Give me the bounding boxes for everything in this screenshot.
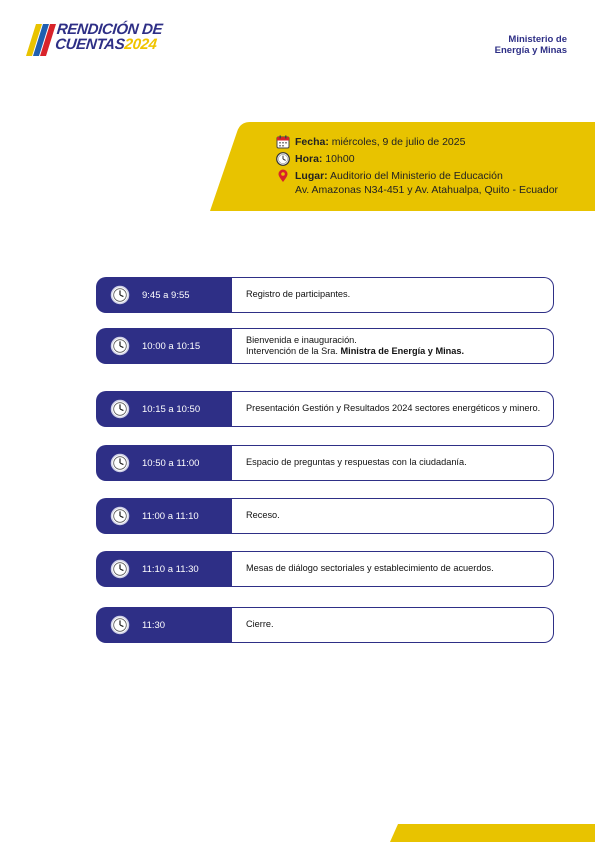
clock-icon [276,152,290,166]
clock-icon [110,336,130,356]
agenda-line1: Cierre. [246,619,274,630]
logo-line2: CUENTAS [54,36,126,53]
agenda-time: 11:00 a 11:10 [142,510,199,522]
logo-year: 2024 [123,36,158,53]
agenda-row [96,445,554,481]
agenda-line2-prefix: Intervención de la Sra. [246,346,341,356]
agenda-description [232,498,554,534]
agenda-time-block [96,607,232,643]
date-label: Fecha: [295,136,329,148]
agenda-description [232,277,554,313]
clock-icon [110,506,130,526]
agenda-time: 10:50 a 11:00 [142,457,200,469]
agenda-time-block [96,551,232,587]
agenda-line1: Bienvenida e inauguración. [246,334,357,345]
agenda-time-block [96,391,232,427]
clock-icon [110,559,130,579]
agenda-line1: Presentación Gestión y Resultados 2024 sectores energéticos y minero. [246,403,541,414]
event-info [276,135,558,197]
agenda-line2-bold: Ministra de Energía y Minas. [340,346,465,356]
agenda-line1: Espacio de preguntas y respuestas con la ciudadanía. [246,457,467,468]
agenda-time: 9:45 a 9:55 [142,289,190,301]
agenda-description [232,328,554,364]
agenda-row [96,277,554,313]
clock-icon [110,453,130,473]
agenda-line1: Mesas de diálogo sectoriales y establecimiento de acuerdos. [246,563,494,574]
agenda-line1: Receso. [246,510,280,521]
agenda-time-block [96,328,232,364]
agenda-time: 11:10 a 11:30 [142,563,199,575]
agenda-row [96,498,554,534]
agenda-time-block [96,277,232,313]
time-value: 10h00 [325,153,355,165]
agenda-row [96,391,554,427]
time-row [276,152,558,169]
agenda-row [96,328,554,364]
place-label: Lugar: [295,170,328,182]
clock-icon [110,285,130,305]
agenda-row [96,607,554,643]
agenda-description [232,445,554,481]
agenda-time: 11:30 [142,619,166,631]
location-pin-icon [276,169,290,183]
agenda-row [96,551,554,587]
agenda-description [232,607,554,643]
agenda-description [232,551,554,587]
logo-line1: RENDICIÓN DE [55,21,164,38]
date-row [276,135,558,152]
agenda-time-block [96,445,232,481]
agenda-line1: Registro de participantes. [246,289,351,300]
agenda-time-block [96,498,232,534]
address: Av. Amazonas N34-451 y Av. Atahualpa, Quito - Ecuador [295,184,559,196]
place-value: Auditorio del Ministerio de Educación [330,170,503,182]
calendar-icon [276,135,290,149]
agenda-time: 10:15 a 10:50 [142,403,201,415]
clock-icon [110,615,130,635]
ministry-line2: Energía y Minas [494,45,567,56]
date-value: miércoles, 9 de julio de 2025 [331,136,466,148]
ministry-line1: Ministerio de [508,34,567,45]
time-label: Hora: [295,153,323,165]
agenda-line2 [246,346,553,358]
clock-icon [110,399,130,419]
agenda-time: 10:00 a 10:15 [142,340,201,352]
agenda-description [232,391,554,427]
